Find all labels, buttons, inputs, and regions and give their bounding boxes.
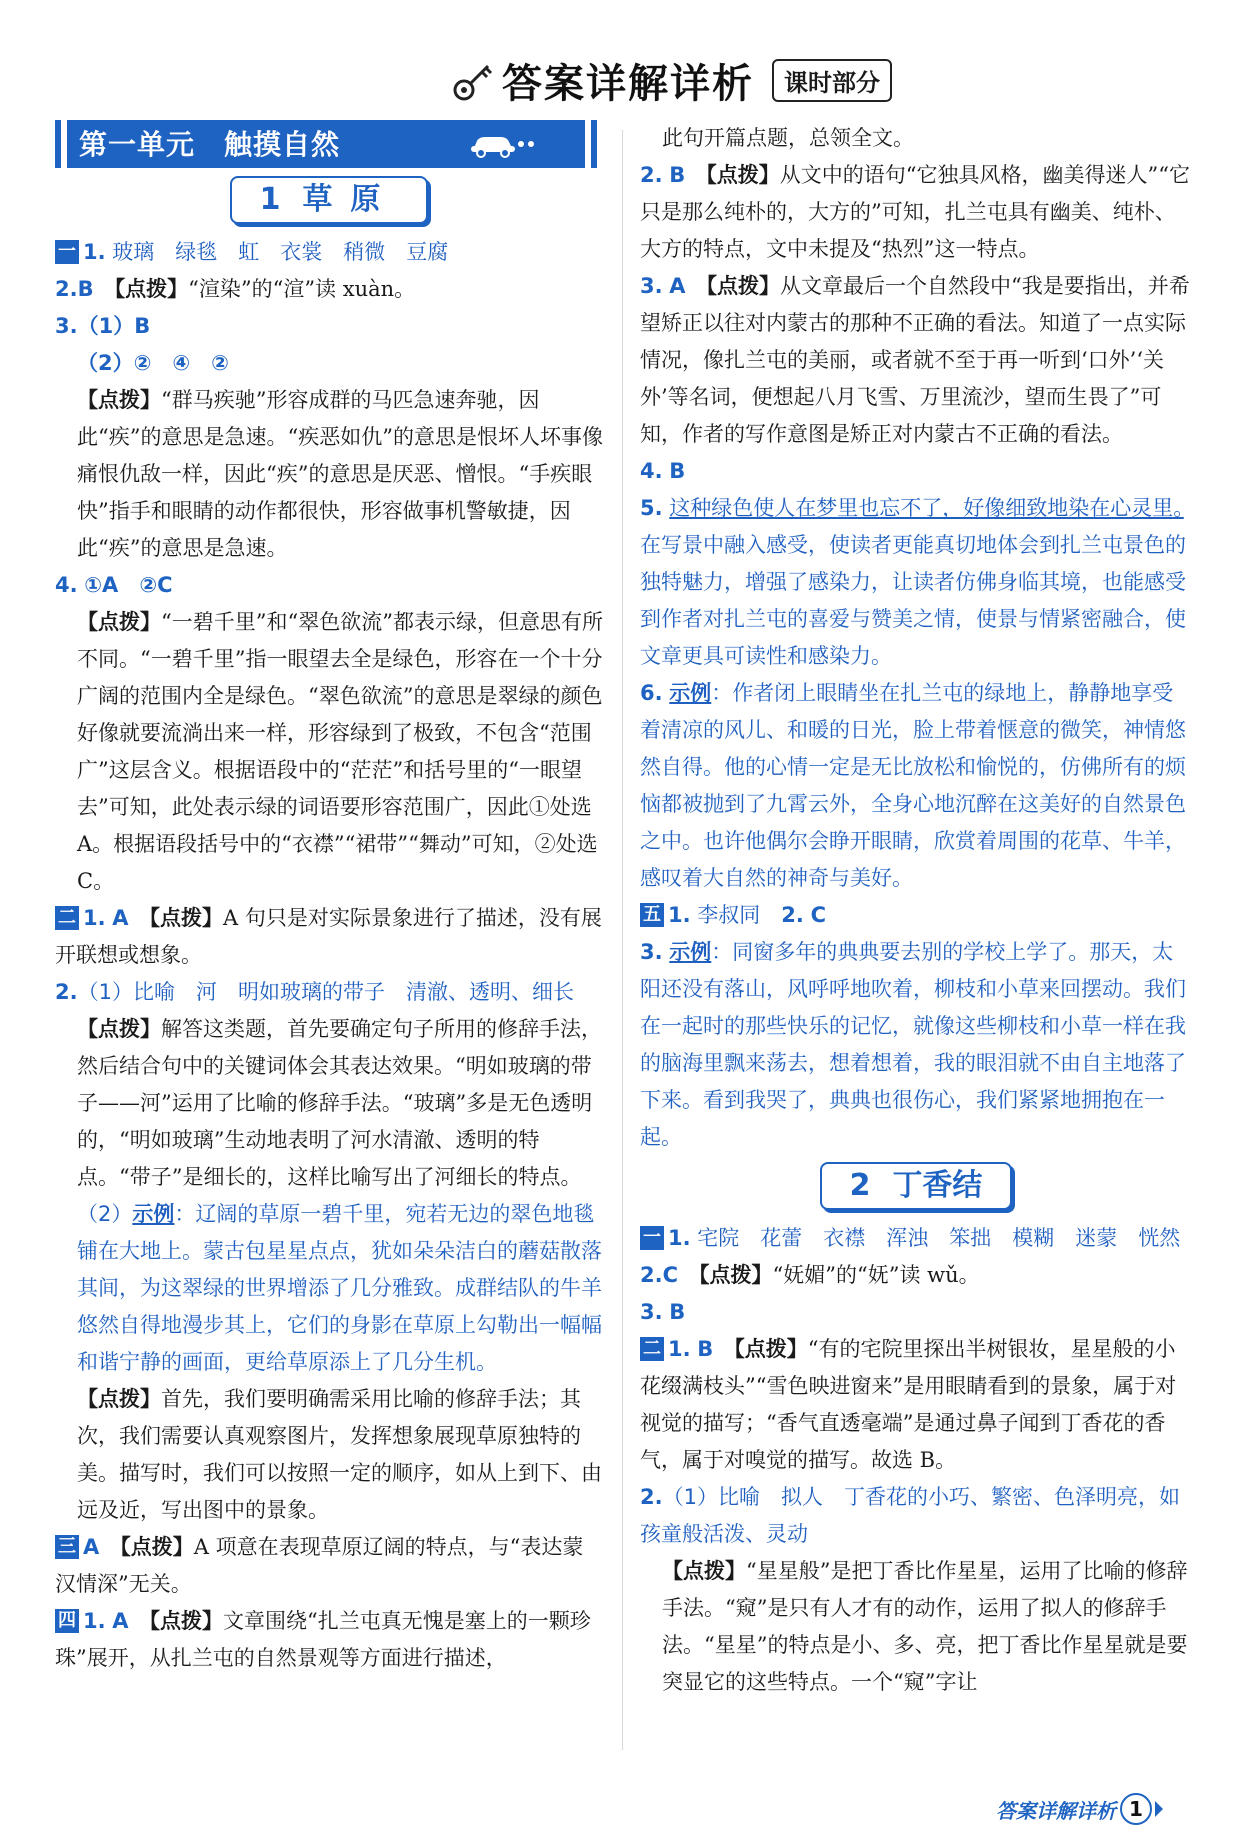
section-marker: 二 (640, 1337, 664, 1361)
answer-item: 4. ①A ②C (55, 573, 173, 597)
left-column (55, 120, 603, 1677)
answer-item: 2.（1）比喻 拟人 丁香花的小巧、繁密、色泽明亮，如孩童般活泼、灵动 (640, 1485, 1180, 1546)
answer-item: 3.（1）B (55, 314, 151, 338)
key-icon (450, 58, 496, 104)
page-header (0, 52, 1250, 112)
arrow-icon (1155, 1801, 1163, 1817)
answer-item: （2）示例：辽阔的草原一碧千里，宛若无边的翠色地毯铺在大地上。蒙古包星星点点，犹如朵朵洁白的蘑菇散落其间，为这翠绿的世界增添了几分雅致。成群结队的牛羊悠然自得地漫步其上，它们的身影在草原上勾勒出一幅幅和谐宁静的画面，更给草原添上了几分生机。 (77, 1202, 602, 1374)
section-marker: 三 (55, 1535, 79, 1559)
section-marker: 一 (55, 240, 79, 264)
answer-tip: 【点拨】“一碧千里”和“翠色欲流”都表示绿，但意思有所不同。“一碧千里”指一眼望去全是绿色，形容在一个十分广阔的范围内全是绿色。“翠色欲流”的意思是翠绿的颜色好像就要流淌出来一样，形容绿到了极致，不包含“范围广”这层含义。根据语段中的“茫茫”和括号里的“一眼望去”可知，此处表示绿的词语要形容范围广，因此①处选 A。根据语段括号中的“衣襟”“裙带”“舞动”可知，②处选 C。 (77, 610, 603, 893)
answer-item: 2. B 【点拨】从文中的语句“它独具风格，幽美得迷人”“它只是那么纯朴的，大方的”可知，扎兰屯具有幽美、纯朴、大方的特点，文中未提及“热烈”这一特点。 (640, 163, 1191, 261)
footer-label: 答案详解详析 (996, 1798, 1116, 1823)
answer-item: 4. B (640, 459, 686, 483)
column-divider (622, 130, 623, 1750)
section-marker: 二 (55, 906, 79, 930)
lesson-2-heading: 2 丁香结 (640, 1162, 1192, 1210)
answer-item: 3. 示例：同窗多年的典典要去别的学校上学了。那天，太阳还没有落山，风呼呼地吹着，柳枝和小草来回摆动。我们在一起时的那些快乐的记忆，就像这些柳枝和小草一样在我的脑海里飘来荡去，想着想着，我的眼泪就不由自主地落了下来。看到我哭了，典典也很伤心，我们紧紧地拥抱在一起。 (640, 940, 1186, 1149)
unit-title: 第一单元 触摸自然 (79, 127, 341, 161)
right-column (640, 120, 1192, 1701)
unit-banner (55, 120, 603, 168)
answer-item: 2.B 【点拨】“渲染”的“渲”读 xuàn。 (55, 277, 416, 301)
page-footer (996, 1793, 1163, 1825)
page-title: 答案详解详析 (502, 61, 754, 107)
answer-item: （2）② ④ ② (77, 351, 229, 375)
answer-tip: 【点拨】解答这类题，首先要确定句子所用的修辞手法，然后结合句中的关键词体会其表达效果。“明如玻璃的带子——河”运用了比喻的修辞手法。“玻璃”多是无色透明的，“明如玻璃”生动地表明了河水清澈、透明的特点。“带子”是细长的，这样比喻写出了河细长的特点。 (77, 1017, 602, 1189)
answer-item: 6. 示例：作者闭上眼睛坐在扎兰屯的绿地上，静静地享受着清凉的风儿、和暖的日光，脸上带着惬意的微笑，神情悠然自得。他的心情一定是无比放松和愉悦的，仿佛所有的烦恼都被抛到了九霄云外，全身心地沉醉在这美好的自然景色之中。也许他偶尔会睁开眼睛，欣赏着周围的花草、牛羊，感叹着大自然的神奇与美好。 (640, 681, 1186, 890)
section-marker: 一 (640, 1226, 664, 1250)
answer-item: 2.（1）比喻 河 明如玻璃的带子 清澈、透明、细长 (55, 980, 574, 1004)
section-badge: 课时部分 (772, 59, 892, 102)
answer-item: 一 1. 玻璃 绿毯 虹 衣裳 稍微 豆腐 (55, 234, 603, 271)
answer-tip: 【点拨】“群马疾驰”形容成群的马匹急速奔驰，因此“疾”的意思是急速。“疾恶如仇”的意思是恨坏人坏事像痛恨仇敌一样，因此“疾”的意思是厌恶、憎恨。“手疾眼快”指手和眼睛的动作都很快，形容做事机警敏捷，因此“疾”的意思是急速。 (77, 388, 603, 560)
answer-item: 2.C 【点拨】“妩媚”的“妩”读 wǔ。 (640, 1263, 980, 1287)
lesson-1-heading: 1 草原 (55, 176, 603, 224)
answer-item: 四 1. A 【点拨】文章围绕“扎兰屯真无愧是塞上的一颗珍珠”展开，从扎兰屯的自然景观等方面进行描述， (55, 1609, 591, 1670)
answer-item: 二 1. A 【点拨】A 句只是对实际景象进行了描述，没有展开联想或想象。 (55, 906, 602, 967)
answer-item: 一 1. 宅院 花蕾 衣襟 浑浊 笨拙 模糊 迷蒙 恍然 (640, 1220, 1192, 1257)
answer-item: 3. A 【点拨】从文章最后一个自然段中“我是要指出，并希望矫正以往对内蒙古的那种不正确的看法。知道了一点实际情况，像扎兰屯的美丽，或者就不至于再一听到‘口外’‘关外’等名词，便想起八月飞雪、万里流沙，望而生畏了”可知，作者的写作意图是矫正对内蒙古不正确的看法。 (640, 274, 1190, 446)
section-marker: 五 (640, 903, 664, 927)
answer-item: 二 1. B 【点拨】“有的宅院里探出半树银妆，星星般的小花缀满枝头”“雪色映进窗来”是用眼睛看到的景象，属于对视觉的描写；“香气直透毫端”是通过鼻子闻到丁香花的香气，属于对嗅觉的描写。故选 B。 (640, 1337, 1177, 1472)
answer-item: 5. 这种绿色使人在梦里也忘不了，好像细致地染在心灵里。 在写景中融入感受，使读者更能真切地体会到扎兰屯景色的独特魅力，增强了感染力，让读者仿佛身临其境，也能感受到作者对扎兰屯的喜爱与赞美之情，使景与情紧密融合，使文章更具可读性和感染力。 (640, 496, 1186, 668)
car-icon (469, 132, 539, 158)
page-number: 1 (1120, 1793, 1152, 1825)
answer-item: 三 A 【点拨】A 项意在表现草原辽阔的特点，与“表达蒙汉情深”无关。 (55, 1535, 584, 1596)
answer-continued: 此句开篇点题，总领全文。 (662, 126, 914, 150)
answer-item: 五 1. 李叔同 2. C (640, 897, 1192, 934)
answer-tip: 【点拨】“星星般”是把丁香比作星星，运用了比喻的修辞手法。“窥”是只有人才有的动作，运用了拟人的修辞手法。“星星”的特点是小、多、亮，把丁香比作星星就是要突显它的这些特点。一个“窥”字让 (662, 1559, 1188, 1694)
answer-tip: 【点拨】首先，我们要明确需采用比喻的修辞手法；其次，我们需要认真观察图片，发挥想象展现草原独特的美。描写时，我们可以按照一定的顺序，如从上到下、由远及近，写出图中的景象。 (77, 1387, 602, 1522)
section-marker: 四 (55, 1609, 79, 1633)
answer-item: 3. B (640, 1300, 686, 1324)
